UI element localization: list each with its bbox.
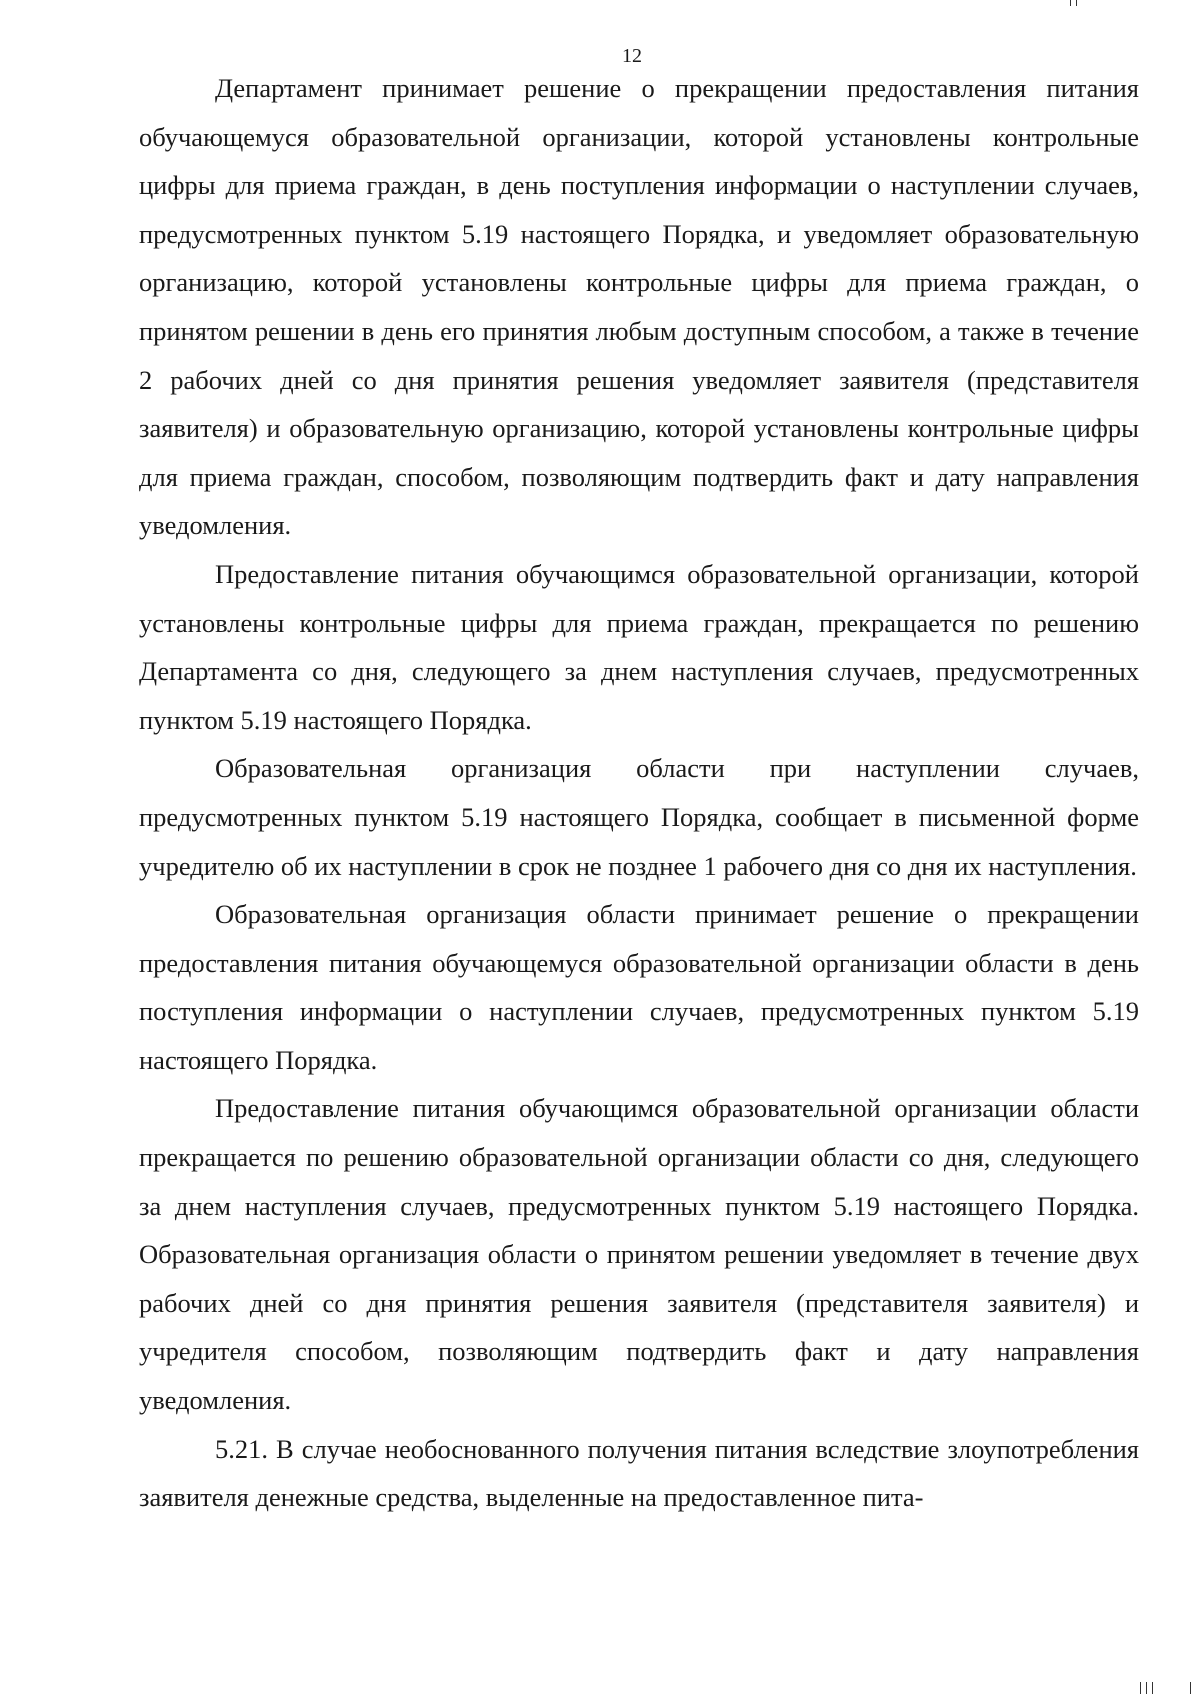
paragraph-6: 5.21. В случае необоснованного получения питания вследствие злоупотребления заявителя денежные средства, выделенные на предоставленное пита- [139,1433,1139,1513]
paragraph-4: Образовательная организация области принимает решение о прекращении предоставления питания обучающемуся образовательной организации области в день поступления информации о наступлении случаев, предусмотренных пунктом 5.19 настоящего Порядка. [139,899,1139,1075]
scan-mark-top-right [1070,0,1071,6]
scan-mark-bottom-right-2 [1146,1682,1147,1694]
scan-mark-bottom-right [1140,1682,1141,1694]
page-body [139,64,1139,1522]
paragraph-1: Департамент принимает решение о прекращении предоставления питания обучающемуся образовательной организации, которой установлены контрольные цифры для приема граждан, в день поступления информации о наступлении случаев, предусмотренных пунктом 5.19 настоящего Порядка, и уведомляет образовательную организацию, которой установлены контрольные цифры для приема граждан, о принятом решении в день его принятия любым доступным способом, а также в течение 2 рабочих дней со дня принятия решения уведомляет заявителя (представителя заявителя) и образовательную организацию, которой установлены контрольные цифры для приема граждан, способом, позволяющим подтвердить факт и дату направления уведомления. [139,73,1139,541]
paragraph-5: Предоставление питания обучающимся образовательной организации области прекращается по решению образовательной организации области со дня, следующего за днем наступления случаев, предусмотренных пунктом 5.19 настоящего Порядка. Образовательная организация области о принятом решении уведомляет в течение двух рабочих дней со дня принятия решения заявителя (представителя заявителя) и учредителя способом, позволяющим подтвердить факт и дату направления уведомления. [139,1093,1139,1416]
page-number: 12 [622,45,642,67]
scan-mark-top-right-2 [1076,0,1077,6]
paragraph-3: Образовательная организация области при наступлении случаев, предусмотренных пунктом 5.19 настоящего Порядка, сообщает в письменной форме учредителю об их наступлении в срок не позднее 1 рабочего дня со дня их наступления. [139,753,1139,881]
scan-mark-bottom-right-3 [1152,1682,1153,1694]
scan-mark-bottom-edge [1190,1682,1191,1694]
paragraph-2: Предоставление питания обучающимся образовательной организации, которой установлены контрольные цифры для приема граждан, прекращается по решению Департамента со дня, следующего за днем наступления случаев, предусмотренных пунктом 5.19 настоящего Порядка. [139,558,1139,735]
